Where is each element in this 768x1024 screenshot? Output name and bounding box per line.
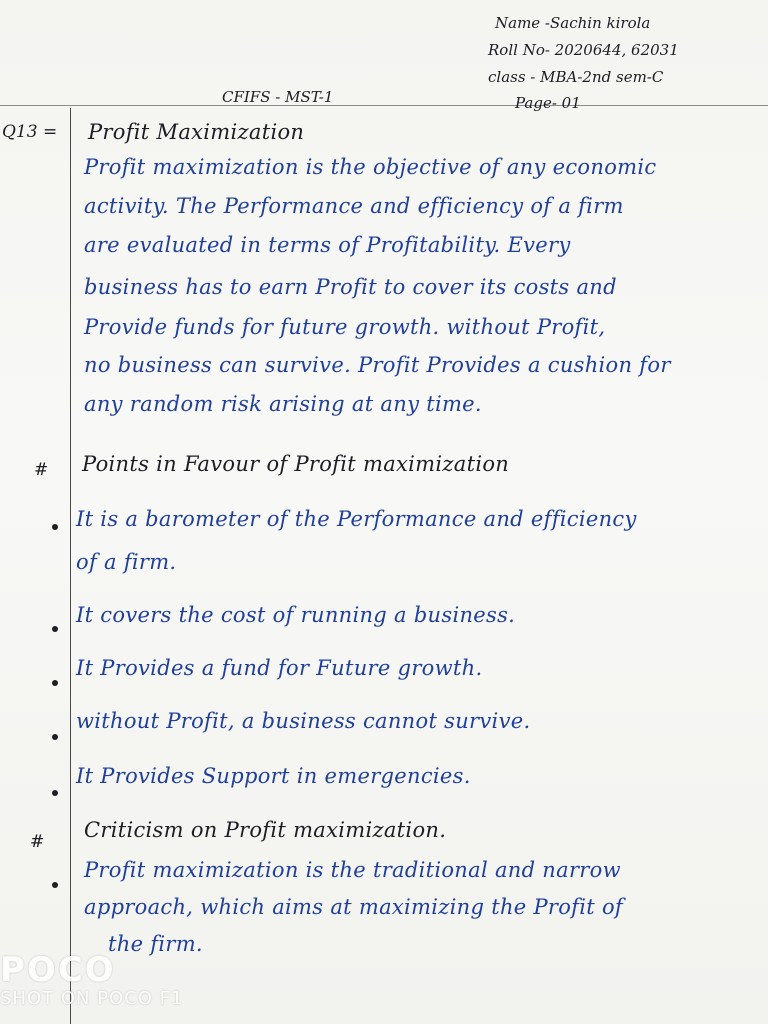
favour-point-line: It Provides Support in emergencies. [76,764,471,788]
camera-watermark-brand: POCO [0,950,116,990]
favour-point-line: of a firm. [76,550,177,574]
criticism-heading: Criticism on Profit maximization. [84,818,447,842]
bullet-dot [52,524,58,530]
favour-heading: Points in Favour of Profit maximization [82,452,510,476]
favour-marker: # [34,460,49,480]
criticism-marker: # [30,832,45,852]
class-info: class - MBA-2nd sem-C [488,68,664,86]
question-number: Q13 = [2,122,58,142]
bullet-dot [52,734,58,740]
test-title: CFIFS - MST-1 [222,88,334,106]
paragraph-line: Profit maximization is the objective of any economic [84,155,657,179]
criticism-point-line: the firm. [108,932,203,956]
top-rule [0,105,768,106]
favour-point-line: It Provides a fund for Future growth. [76,656,483,680]
favour-point-line: It is a barometer of the Performance and efficiency [76,507,637,531]
roll-number: Roll No- 2020644, 62031 [488,41,679,59]
student-name: Name -Sachin kirola [495,14,651,32]
paragraph-line: are evaluated in terms of Profitability. Every [84,233,571,257]
question-title: Profit Maximization [88,120,305,144]
bullet-dot [52,680,58,686]
bullet-dot [52,790,58,796]
paragraph-line: Provide funds for future growth. without Profit, [84,315,606,339]
criticism-point-line: Profit maximization is the traditional and narrow [84,858,621,882]
bullet-dot [52,626,58,632]
paragraph-line: any random risk arising at any time. [84,392,482,416]
favour-point-line: It covers the cost of running a business. [76,603,516,627]
page-number: Page- 01 [515,94,581,112]
favour-point-line: without Profit, a business cannot survive. [76,709,531,733]
criticism-point-line: approach, which aims at maximizing the Profit of [84,895,623,919]
paragraph-line: business has to earn Profit to cover its costs and [84,275,617,299]
margin-line [70,108,71,1024]
paragraph-line: no business can survive. Profit Provides a cushion for [84,353,671,377]
camera-watermark-text: SHOT ON POCO F1 [0,988,184,1009]
bullet-dot [52,882,58,888]
paragraph-line: activity. The Performance and efficiency of a firm [84,194,624,218]
